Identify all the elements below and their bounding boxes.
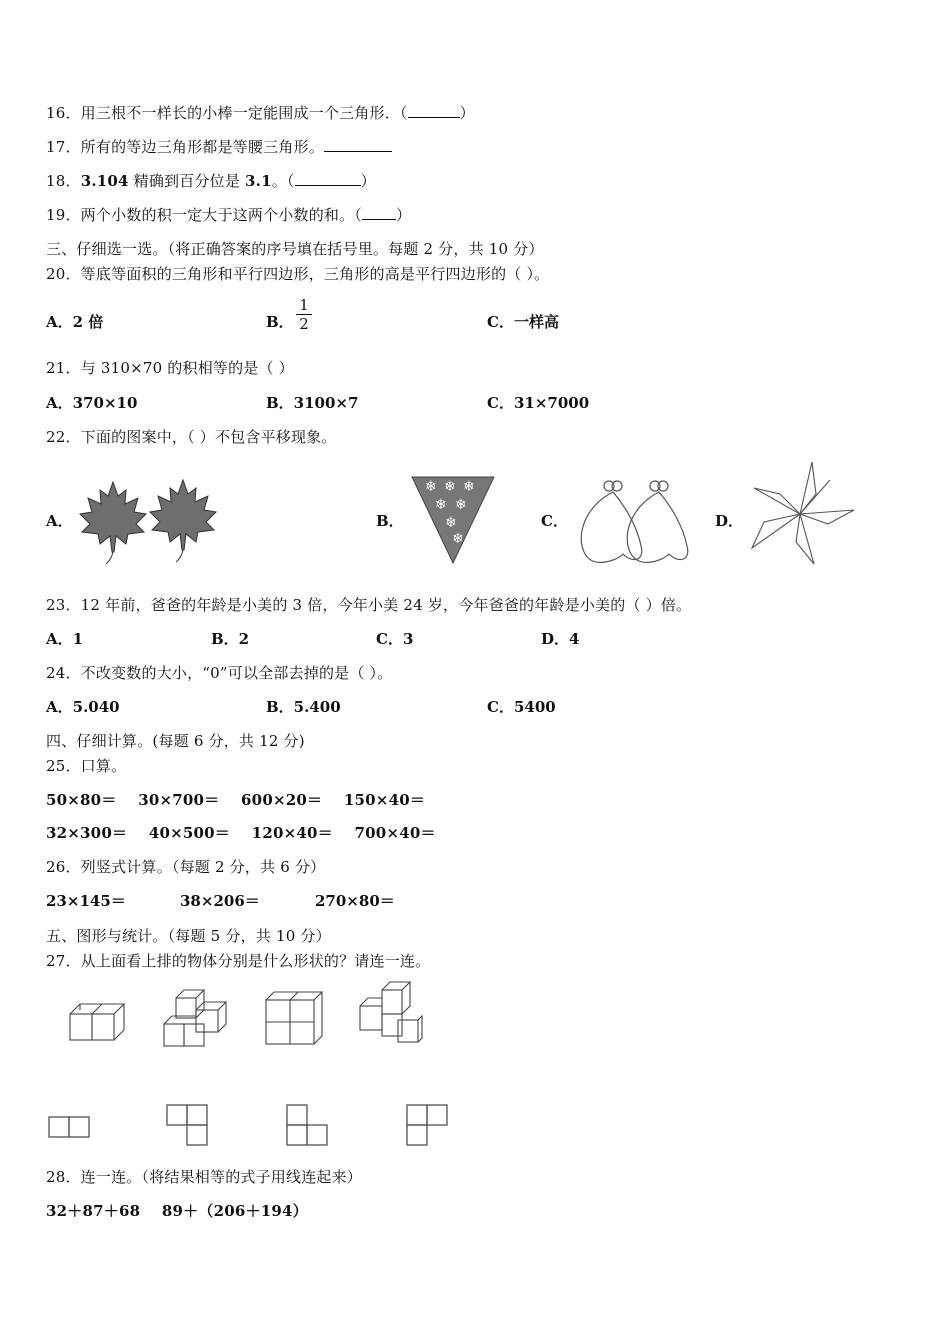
q26-expression-1: 23×145＝ xyxy=(46,892,126,910)
section-5-heading: 五、图形与统计。（每题 5 分，共 10 分） xyxy=(46,927,331,945)
maple-leaf-icon xyxy=(80,482,146,552)
q23-option-d[interactable]: D．4 xyxy=(541,630,580,648)
q20-option-b[interactable]: B． xyxy=(266,313,294,331)
q20-fraction xyxy=(296,296,312,333)
q25-row-1: 50×80＝ 30×700＝ 600×20＝ 150×40＝ xyxy=(46,791,426,809)
question-26: 26．列竖式计算。（每题 2 分，共 6 分） xyxy=(46,858,326,876)
cube-figure-4 xyxy=(356,980,424,1046)
q17-answer-blank[interactable] xyxy=(324,139,392,152)
cube-figure-2 xyxy=(160,988,226,1050)
q18-value: 3.1 xyxy=(245,172,272,190)
svg-text:❄: ❄ xyxy=(435,497,447,513)
q19-answer-blank[interactable] xyxy=(362,207,396,220)
q23-option-a[interactable]: A．1 xyxy=(46,630,84,648)
question-17 xyxy=(46,136,392,157)
svg-text:❄: ❄ xyxy=(444,479,456,495)
svg-text:❄: ❄ xyxy=(445,515,457,531)
cube-figure-3 xyxy=(262,988,324,1046)
q23-option-c[interactable]: C．3 xyxy=(376,630,414,648)
cube-figure-1 xyxy=(66,998,126,1046)
view-shape-1 xyxy=(48,1116,92,1140)
view-shape-4 xyxy=(406,1104,452,1148)
q18-answer-blank[interactable] xyxy=(295,173,361,186)
question-24: 24．不改变数的大小，“0”可以全部去掉的是（ ）。 xyxy=(46,664,393,682)
heart-pair-figure xyxy=(575,476,695,568)
q16-end: ） xyxy=(459,104,475,122)
q22-option-d[interactable]: D． xyxy=(715,512,744,530)
q18-num: 18． xyxy=(46,172,81,190)
q20-option-c[interactable]: C．一样高 xyxy=(487,313,559,331)
q17-text: 17．所有的等边三角形都是等腰三角形。 xyxy=(46,138,324,156)
section-4-heading: 四、仔细计算。(每题 6 分，共 12 分) xyxy=(46,732,305,750)
q23-option-b[interactable]: B．2 xyxy=(211,630,250,648)
fraction-denominator: 2 xyxy=(299,315,309,333)
q24-option-c[interactable]: C．5400 xyxy=(487,698,556,716)
q16-text: 16．用三根不一样长的小棒一定能围成一个三角形．（ xyxy=(46,104,408,122)
maple-leaves-figure xyxy=(78,476,238,566)
q24-option-a[interactable]: A．5.040 xyxy=(46,698,120,716)
fraction-numerator: 1 xyxy=(296,296,312,315)
q18-open: 。（ xyxy=(271,172,295,190)
view-shape-2 xyxy=(166,1104,210,1148)
q22-option-c[interactable]: C． xyxy=(541,512,568,530)
q26-expression-2: 38×206＝ xyxy=(180,892,260,910)
svg-text:❄: ❄ xyxy=(455,497,467,513)
question-22: 22．下面的图案中，（ ）不包含平移现象。 xyxy=(46,428,337,446)
pinwheel-figure xyxy=(750,460,856,568)
q21-option-a[interactable]: A．370×10 xyxy=(46,394,138,412)
question-28: 28．连一连。（将结果相等的式子用线连起来） xyxy=(46,1168,362,1186)
q22-option-a[interactable]: A． xyxy=(46,512,73,530)
section-3-heading: 三、仔细选一选。（将正确答案的序号填在括号里。每题 2 分，共 10 分） xyxy=(46,240,544,258)
q18-close: ） xyxy=(360,172,376,190)
q20-option-a[interactable]: A．2 倍 xyxy=(46,313,104,331)
svg-text:❄: ❄ xyxy=(463,479,475,495)
q24-option-b[interactable]: B．5.400 xyxy=(266,698,341,716)
q22-option-b[interactable]: B． xyxy=(376,512,404,530)
q18-number: 3.104 xyxy=(80,172,129,190)
q21-option-c[interactable]: C．31×7000 xyxy=(487,394,590,412)
q18-text: 精确到百分位是 xyxy=(128,172,246,190)
question-21: 21．与 310×70 的积相等的是（ ） xyxy=(46,359,294,377)
q28-row-1: 32＋87＋68 89＋（206＋194） xyxy=(46,1202,308,1220)
q19-text: 19．两个小数的积一定大于这两个小数的和。（ xyxy=(46,206,362,224)
maple-leaf-icon xyxy=(150,480,216,550)
q19-end: ） xyxy=(396,206,412,224)
snowflake-triangle-figure xyxy=(410,475,496,565)
q16-answer-blank[interactable] xyxy=(408,105,460,118)
question-25: 25．口算。 xyxy=(46,757,127,775)
svg-text:❄: ❄ xyxy=(452,531,464,547)
question-18 xyxy=(46,170,376,191)
question-23: 23．12 年前，爸爸的年龄是小美的 3 倍，今年小美 24 岁，今年爸爸的年龄是小美的（ ）倍。 xyxy=(46,596,692,614)
q21-option-b[interactable]: B．3100×7 xyxy=(266,394,359,412)
svg-text:❄: ❄ xyxy=(425,479,437,495)
question-20: 20．等底等面积的三角形和平行四边形，三角形的高是平行四边形的（ ）。 xyxy=(46,265,550,283)
q25-row-2: 32×300＝ 40×500＝ 120×40＝ 700×40＝ xyxy=(46,824,436,842)
q26-expression-3: 270×80＝ xyxy=(315,892,395,910)
question-16 xyxy=(46,102,475,123)
view-shape-3 xyxy=(286,1104,330,1148)
question-27: 27．从上面看上排的物体分别是什么形状的？请连一连。 xyxy=(46,952,431,970)
question-19 xyxy=(46,204,411,225)
